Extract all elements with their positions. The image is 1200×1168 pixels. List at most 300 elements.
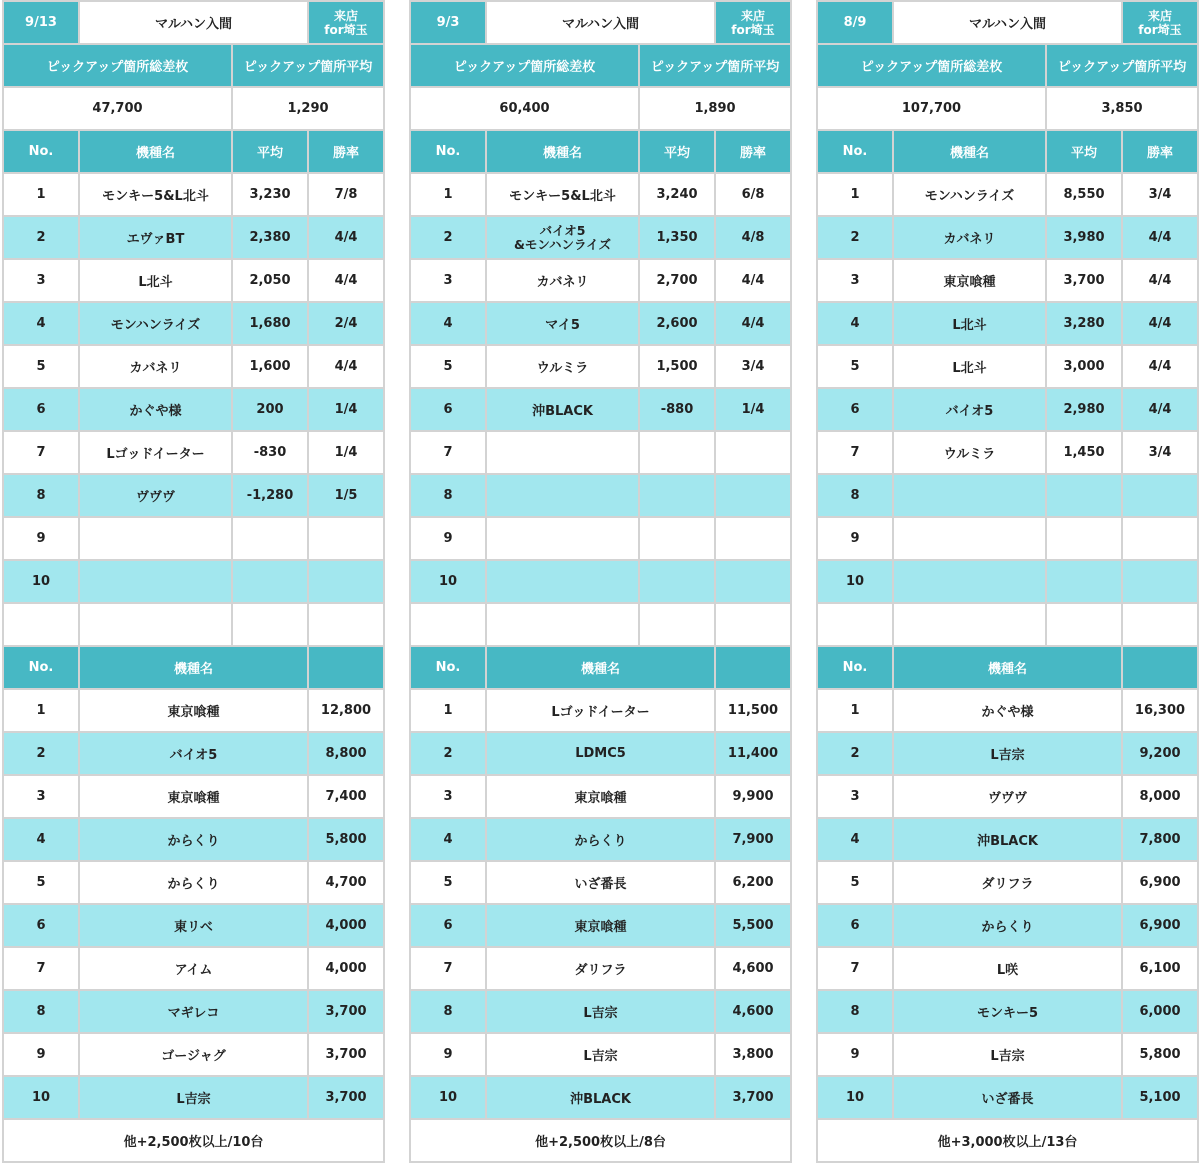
spacer-cell bbox=[639, 603, 715, 646]
machine-header: 機種名 bbox=[893, 130, 1046, 173]
machine-row bbox=[817, 431, 1198, 474]
average-value bbox=[639, 517, 715, 560]
machine-row bbox=[817, 517, 1198, 560]
row-number: 4 bbox=[3, 302, 79, 345]
top-unit-row bbox=[3, 689, 384, 732]
row-number: 1 bbox=[3, 173, 79, 216]
average-value: 3,000 bbox=[1046, 345, 1122, 388]
top-unit-row bbox=[817, 947, 1198, 990]
machine-row bbox=[817, 173, 1198, 216]
row-number: 1 bbox=[817, 173, 893, 216]
win-rate-value: 2/4 bbox=[308, 302, 384, 345]
row-number: 10 bbox=[410, 560, 486, 603]
pickup-average-value: 1,890 bbox=[639, 87, 791, 130]
average-value: -1,280 bbox=[232, 474, 308, 517]
top-unit-row bbox=[3, 775, 384, 818]
win-rate-value bbox=[1122, 517, 1198, 560]
average-value: 3,230 bbox=[232, 173, 308, 216]
panel-table bbox=[409, 0, 792, 1163]
machine-name: モンハンライズ bbox=[893, 173, 1046, 216]
row-number: 10 bbox=[3, 560, 79, 603]
win-rate-value bbox=[715, 560, 791, 603]
row-number: 9 bbox=[817, 517, 893, 560]
machine-name: L吉宗 bbox=[79, 1076, 308, 1119]
machine-name: マイ5 bbox=[486, 302, 639, 345]
date-label: 8/9 bbox=[817, 1, 893, 44]
row-number: 10 bbox=[410, 1076, 486, 1119]
machine-row bbox=[3, 431, 384, 474]
difference-value: 9,900 bbox=[715, 775, 791, 818]
difference-value: 16,300 bbox=[1122, 689, 1198, 732]
difference-value: 3,700 bbox=[308, 1033, 384, 1076]
win-rate-value bbox=[1122, 474, 1198, 517]
row-number: 4 bbox=[817, 818, 893, 861]
win-rate-value: 4/4 bbox=[1122, 302, 1198, 345]
average-value: 2,380 bbox=[232, 216, 308, 259]
machine-name: カバネリ bbox=[79, 345, 232, 388]
row-number: 6 bbox=[817, 388, 893, 431]
win-rate-value: 3/4 bbox=[715, 345, 791, 388]
difference-value: 5,800 bbox=[308, 818, 384, 861]
bottom-value-header bbox=[308, 646, 384, 689]
machine-name: ヴヴヴ bbox=[79, 474, 232, 517]
top-unit-row bbox=[817, 1033, 1198, 1076]
machine-name: 沖BLACK bbox=[486, 1076, 715, 1119]
machine-name: ウルミラ bbox=[893, 431, 1046, 474]
machine-name: かぐや様 bbox=[79, 388, 232, 431]
average-header: 平均 bbox=[232, 130, 308, 173]
difference-value: 6,900 bbox=[1122, 861, 1198, 904]
panel-3 bbox=[816, 0, 1199, 1163]
average-header: 平均 bbox=[1046, 130, 1122, 173]
top-unit-row bbox=[817, 732, 1198, 775]
win-rate-value: 4/4 bbox=[715, 259, 791, 302]
row-number: 9 bbox=[410, 517, 486, 560]
average-value: 8,550 bbox=[1046, 173, 1122, 216]
win-rate-value: 4/4 bbox=[308, 345, 384, 388]
machine-row bbox=[3, 302, 384, 345]
machine-name: 沖BLACK bbox=[893, 818, 1122, 861]
row-number: 7 bbox=[817, 947, 893, 990]
row-number: 3 bbox=[410, 775, 486, 818]
difference-value: 7,400 bbox=[308, 775, 384, 818]
difference-value: 5,100 bbox=[1122, 1076, 1198, 1119]
spacer-cell bbox=[232, 603, 308, 646]
pickup-average-header: ピックアップ箇所平均 bbox=[639, 44, 791, 87]
machine-name: バイオ5 bbox=[893, 388, 1046, 431]
machine-name bbox=[486, 216, 639, 259]
machine-name: モンキー5&L北斗 bbox=[79, 173, 232, 216]
difference-value: 3,800 bbox=[715, 1033, 791, 1076]
win-rate-value: 1/4 bbox=[308, 388, 384, 431]
visit-tag bbox=[1122, 1, 1198, 44]
store-name: マルハン入間 bbox=[79, 1, 308, 44]
bottom-no-header: No. bbox=[410, 646, 486, 689]
difference-value: 3,700 bbox=[308, 1076, 384, 1119]
top-unit-row bbox=[410, 904, 791, 947]
machine-name: 東京喰種 bbox=[486, 775, 715, 818]
win-rate-value: 4/4 bbox=[1122, 388, 1198, 431]
average-value bbox=[1046, 560, 1122, 603]
difference-value: 8,000 bbox=[1122, 775, 1198, 818]
win-rate-value: 4/4 bbox=[715, 302, 791, 345]
win-rate-value bbox=[308, 560, 384, 603]
pickup-total-value: 107,700 bbox=[817, 87, 1046, 130]
visit-tag-line2: for埼玉 bbox=[1138, 22, 1182, 37]
row-number: 5 bbox=[3, 345, 79, 388]
average-value: 3,280 bbox=[1046, 302, 1122, 345]
average-value: 200 bbox=[232, 388, 308, 431]
machine-name: いざ番長 bbox=[893, 1076, 1122, 1119]
difference-value: 3,700 bbox=[715, 1076, 791, 1119]
difference-value: 4,000 bbox=[308, 947, 384, 990]
row-number: 9 bbox=[410, 1033, 486, 1076]
row-number: 1 bbox=[410, 173, 486, 216]
machine-row bbox=[3, 345, 384, 388]
machine-name: マギレコ bbox=[79, 990, 308, 1033]
top-unit-row bbox=[410, 990, 791, 1033]
difference-value: 5,500 bbox=[715, 904, 791, 947]
win-rate-value: 4/4 bbox=[1122, 345, 1198, 388]
average-value: 2,700 bbox=[639, 259, 715, 302]
row-number: 4 bbox=[817, 302, 893, 345]
panel-table bbox=[2, 0, 385, 1163]
row-number: 7 bbox=[410, 431, 486, 474]
average-value bbox=[232, 517, 308, 560]
machine-name: ダリフラ bbox=[893, 861, 1122, 904]
machine-row bbox=[817, 345, 1198, 388]
pickup-total-header: ピックアップ箇所総差枚 bbox=[410, 44, 639, 87]
date-label: 9/3 bbox=[410, 1, 486, 44]
machine-header: 機種名 bbox=[486, 130, 639, 173]
visit-tag-line1: 来店 bbox=[1147, 8, 1172, 23]
row-number: 8 bbox=[817, 990, 893, 1033]
pickup-total-header: ピックアップ箇所総差枚 bbox=[3, 44, 232, 87]
difference-value: 7,900 bbox=[715, 818, 791, 861]
machine-row bbox=[817, 216, 1198, 259]
machine-name: エヴァBT bbox=[79, 216, 232, 259]
visit-tag-line2: for埼玉 bbox=[324, 22, 368, 37]
top-unit-row bbox=[3, 990, 384, 1033]
machine-name: L咲 bbox=[893, 947, 1122, 990]
top-unit-row bbox=[3, 904, 384, 947]
spacer-cell bbox=[715, 603, 791, 646]
top-unit-row bbox=[817, 818, 1198, 861]
row-number: 4 bbox=[410, 818, 486, 861]
row-number: 2 bbox=[3, 732, 79, 775]
difference-value: 11,400 bbox=[715, 732, 791, 775]
machine-row bbox=[3, 216, 384, 259]
spacer-cell bbox=[817, 603, 893, 646]
row-number: 8 bbox=[410, 474, 486, 517]
difference-value: 9,200 bbox=[1122, 732, 1198, 775]
top-unit-row bbox=[410, 1076, 791, 1119]
row-number: 8 bbox=[3, 990, 79, 1033]
pickup-average-value: 3,850 bbox=[1046, 87, 1198, 130]
visit-tag-line2: for埼玉 bbox=[731, 22, 775, 37]
row-number: 6 bbox=[3, 904, 79, 947]
machine-name: 東リベ bbox=[79, 904, 308, 947]
machine-name: Lゴッドイーター bbox=[486, 689, 715, 732]
average-header: 平均 bbox=[639, 130, 715, 173]
machine-name: かぐや様 bbox=[893, 689, 1122, 732]
machine-name bbox=[893, 474, 1046, 517]
row-number: 3 bbox=[817, 259, 893, 302]
difference-value: 11,500 bbox=[715, 689, 791, 732]
row-number: 7 bbox=[3, 947, 79, 990]
top-unit-row bbox=[3, 818, 384, 861]
win-rate-value bbox=[715, 474, 791, 517]
bottom-no-header: No. bbox=[817, 646, 893, 689]
row-number: 2 bbox=[410, 216, 486, 259]
top-unit-row bbox=[410, 818, 791, 861]
bottom-machine-header: 機種名 bbox=[486, 646, 715, 689]
difference-value: 3,700 bbox=[308, 990, 384, 1033]
machine-row bbox=[410, 560, 791, 603]
win-rate-value: 1/4 bbox=[308, 431, 384, 474]
visit-tag-line1: 来店 bbox=[740, 8, 765, 23]
average-value bbox=[639, 431, 715, 474]
machine-row bbox=[410, 173, 791, 216]
machine-name: L吉宗 bbox=[486, 1033, 715, 1076]
average-value: 3,980 bbox=[1046, 216, 1122, 259]
machine-name: L吉宗 bbox=[486, 990, 715, 1033]
row-number: 8 bbox=[817, 474, 893, 517]
machine-row bbox=[817, 302, 1198, 345]
machine-row bbox=[410, 345, 791, 388]
row-number: 4 bbox=[3, 818, 79, 861]
no-header: No. bbox=[817, 130, 893, 173]
top-unit-row bbox=[817, 689, 1198, 732]
top-unit-row bbox=[410, 732, 791, 775]
panel-1 bbox=[2, 0, 385, 1163]
bottom-machine-header: 機種名 bbox=[893, 646, 1122, 689]
machine-name: カバネリ bbox=[893, 216, 1046, 259]
date-label: 9/13 bbox=[3, 1, 79, 44]
machine-name: ダリフラ bbox=[486, 947, 715, 990]
win-rate-value: 3/4 bbox=[1122, 173, 1198, 216]
average-value: 2,980 bbox=[1046, 388, 1122, 431]
machine-row bbox=[817, 388, 1198, 431]
machine-row bbox=[3, 517, 384, 560]
win-rate-value: 4/4 bbox=[1122, 216, 1198, 259]
spacer-cell bbox=[1046, 603, 1122, 646]
machine-row bbox=[3, 259, 384, 302]
machine-name bbox=[486, 560, 639, 603]
pickup-total-header: ピックアップ箇所総差枚 bbox=[817, 44, 1046, 87]
machine-name: LDMC5 bbox=[486, 732, 715, 775]
bottom-value-header bbox=[1122, 646, 1198, 689]
machine-name: モンキー5 bbox=[893, 990, 1122, 1033]
average-value: 3,700 bbox=[1046, 259, 1122, 302]
machine-name: L北斗 bbox=[79, 259, 232, 302]
panel-table bbox=[816, 0, 1199, 1163]
pickup-average-value: 1,290 bbox=[232, 87, 384, 130]
panel-2 bbox=[409, 0, 792, 1163]
row-number: 6 bbox=[410, 904, 486, 947]
difference-value: 4,600 bbox=[715, 947, 791, 990]
average-value bbox=[639, 474, 715, 517]
row-number: 9 bbox=[3, 517, 79, 560]
row-number: 2 bbox=[817, 216, 893, 259]
average-value: 1,500 bbox=[639, 345, 715, 388]
top-unit-row bbox=[410, 861, 791, 904]
difference-value: 6,900 bbox=[1122, 904, 1198, 947]
average-value bbox=[1046, 474, 1122, 517]
machine-row bbox=[817, 474, 1198, 517]
spacer-cell bbox=[410, 603, 486, 646]
row-number: 1 bbox=[817, 689, 893, 732]
top-unit-row bbox=[817, 775, 1198, 818]
win-rate-value: 6/8 bbox=[715, 173, 791, 216]
machine-name: モンキー5&L北斗 bbox=[486, 173, 639, 216]
top-unit-row bbox=[817, 861, 1198, 904]
machine-name: からくり bbox=[79, 861, 308, 904]
row-number: 2 bbox=[817, 732, 893, 775]
no-header: No. bbox=[3, 130, 79, 173]
machine-row bbox=[3, 474, 384, 517]
machine-name: 沖BLACK bbox=[486, 388, 639, 431]
machine-row bbox=[3, 388, 384, 431]
machine-name-line: バイオ5 bbox=[539, 222, 586, 238]
machine-name: L吉宗 bbox=[893, 732, 1122, 775]
machine-row bbox=[410, 388, 791, 431]
difference-value: 4,600 bbox=[715, 990, 791, 1033]
average-value: 1,450 bbox=[1046, 431, 1122, 474]
average-value bbox=[1046, 517, 1122, 560]
difference-value: 5,800 bbox=[1122, 1033, 1198, 1076]
no-header: No. bbox=[410, 130, 486, 173]
average-value: 1,680 bbox=[232, 302, 308, 345]
difference-value: 12,800 bbox=[308, 689, 384, 732]
pickup-total-value: 60,400 bbox=[410, 87, 639, 130]
difference-value: 6,200 bbox=[715, 861, 791, 904]
row-number: 7 bbox=[3, 431, 79, 474]
visit-tag-line1: 来店 bbox=[333, 8, 358, 23]
average-value bbox=[639, 560, 715, 603]
win-rate-value bbox=[715, 431, 791, 474]
top-unit-row bbox=[410, 689, 791, 732]
row-number: 9 bbox=[817, 1033, 893, 1076]
row-number: 3 bbox=[817, 775, 893, 818]
machine-row bbox=[3, 173, 384, 216]
win-rate-value: 4/8 bbox=[715, 216, 791, 259]
row-number: 10 bbox=[817, 1076, 893, 1119]
top-unit-row bbox=[817, 1076, 1198, 1119]
machine-name: からくり bbox=[893, 904, 1122, 947]
machine-row bbox=[817, 259, 1198, 302]
row-number: 3 bbox=[410, 259, 486, 302]
win-rate-value: 4/4 bbox=[308, 259, 384, 302]
machine-row bbox=[410, 517, 791, 560]
machine-name: L吉宗 bbox=[893, 1033, 1122, 1076]
footer-note: 他+3,000枚以上/13台 bbox=[817, 1119, 1198, 1162]
machine-name: 東京喰種 bbox=[79, 689, 308, 732]
row-number: 5 bbox=[410, 861, 486, 904]
machine-row bbox=[410, 216, 791, 259]
machine-name: からくり bbox=[79, 818, 308, 861]
top-unit-row bbox=[3, 861, 384, 904]
machine-name: L北斗 bbox=[893, 345, 1046, 388]
spacer-cell bbox=[79, 603, 232, 646]
row-number: 10 bbox=[817, 560, 893, 603]
spacer-cell bbox=[1122, 603, 1198, 646]
store-name: マルハン入間 bbox=[486, 1, 715, 44]
machine-name bbox=[79, 517, 232, 560]
top-unit-row bbox=[817, 904, 1198, 947]
win-rate-value: 4/4 bbox=[1122, 259, 1198, 302]
machine-name: 東京喰種 bbox=[486, 904, 715, 947]
win-rate-value bbox=[1122, 560, 1198, 603]
difference-value: 4,700 bbox=[308, 861, 384, 904]
machine-name: アイム bbox=[79, 947, 308, 990]
machine-row bbox=[817, 560, 1198, 603]
win-rate-header: 勝率 bbox=[715, 130, 791, 173]
row-number: 8 bbox=[410, 990, 486, 1033]
machine-name bbox=[486, 517, 639, 560]
difference-value: 6,000 bbox=[1122, 990, 1198, 1033]
machine-name: からくり bbox=[486, 818, 715, 861]
pickup-average-header: ピックアップ箇所平均 bbox=[1046, 44, 1198, 87]
row-number: 10 bbox=[3, 1076, 79, 1119]
machine-name: ゴージャグ bbox=[79, 1033, 308, 1076]
average-value: 1,600 bbox=[232, 345, 308, 388]
bottom-no-header: No. bbox=[3, 646, 79, 689]
difference-value: 8,800 bbox=[308, 732, 384, 775]
row-number: 3 bbox=[3, 775, 79, 818]
row-number: 5 bbox=[3, 861, 79, 904]
average-value: -830 bbox=[232, 431, 308, 474]
machine-name-line: &モンハンライズ bbox=[513, 236, 612, 252]
machine-name: L北斗 bbox=[893, 302, 1046, 345]
win-rate-value bbox=[308, 517, 384, 560]
footer-note: 他+2,500枚以上/8台 bbox=[410, 1119, 791, 1162]
spacer-cell bbox=[486, 603, 639, 646]
machine-name: カバネリ bbox=[486, 259, 639, 302]
row-number: 1 bbox=[410, 689, 486, 732]
row-number: 6 bbox=[3, 388, 79, 431]
machine-row bbox=[410, 474, 791, 517]
machine-row bbox=[410, 431, 791, 474]
row-number: 3 bbox=[3, 259, 79, 302]
average-value: 2,050 bbox=[232, 259, 308, 302]
machine-name: ウルミラ bbox=[486, 345, 639, 388]
bottom-machine-header: 機種名 bbox=[79, 646, 308, 689]
machine-header: 機種名 bbox=[79, 130, 232, 173]
difference-value: 7,800 bbox=[1122, 818, 1198, 861]
bottom-value-header bbox=[715, 646, 791, 689]
machine-row bbox=[3, 560, 384, 603]
machine-name bbox=[486, 431, 639, 474]
machine-name: 東京喰種 bbox=[79, 775, 308, 818]
machine-name bbox=[486, 474, 639, 517]
row-number: 9 bbox=[3, 1033, 79, 1076]
machine-row bbox=[410, 259, 791, 302]
spacer-cell bbox=[308, 603, 384, 646]
top-unit-row bbox=[410, 1033, 791, 1076]
visit-tag bbox=[715, 1, 791, 44]
win-rate-value: 7/8 bbox=[308, 173, 384, 216]
top-unit-row bbox=[3, 1033, 384, 1076]
win-rate-header: 勝率 bbox=[1122, 130, 1198, 173]
row-number: 1 bbox=[3, 689, 79, 732]
machine-name bbox=[893, 560, 1046, 603]
average-value: 1,350 bbox=[639, 216, 715, 259]
spacer-cell bbox=[3, 603, 79, 646]
visit-tag bbox=[308, 1, 384, 44]
average-value: 2,600 bbox=[639, 302, 715, 345]
machine-name: バイオ5 bbox=[79, 732, 308, 775]
